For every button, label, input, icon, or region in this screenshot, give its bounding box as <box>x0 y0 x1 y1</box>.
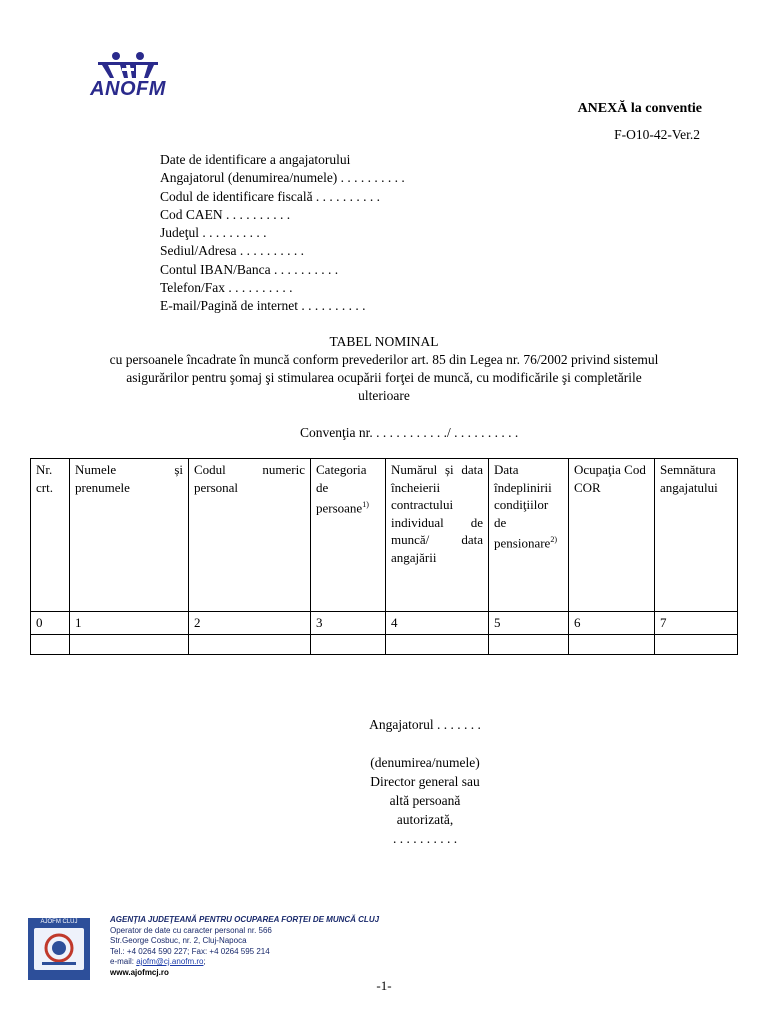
footer-website[interactable]: www.ajofmcj.ro <box>110 967 169 977</box>
header-signature: Semnătura angajatului <box>655 459 738 612</box>
col-number: 3 <box>311 612 386 635</box>
id-line-email: E-mail/Pagină de internet . . . . . . . . . . <box>160 298 366 314</box>
table-subtitle-line2: asigurărilor pentru şomaj şi stimularea ocupării forţei de muncă, cu modificările şi completările <box>126 370 642 385</box>
form-code: F-O10-42-Ver.2 <box>614 127 700 142</box>
col-number: 1 <box>70 612 189 635</box>
header-name: Numele și prenumele <box>70 459 189 612</box>
id-line-phone: Telefon/Fax . . . . . . . . . . <box>160 280 293 296</box>
signature-block <box>340 715 510 848</box>
footer-address: Str.George Cosbuc, nr. 2, Cluj-Napoca <box>110 936 247 945</box>
logo-text: ANOFM <box>90 78 166 100</box>
signature-employer: Angajatorul . . . . . . . <box>369 717 481 732</box>
col-number: 4 <box>386 612 489 635</box>
table-number-row <box>31 612 738 635</box>
footer-contact <box>110 915 379 978</box>
annex-title: ANEXĂ la conventie <box>577 101 702 116</box>
id-line-county: Judeţul . . . . . . . . . . <box>160 225 267 241</box>
identification-heading: Date de identificare a angajatorului <box>160 152 351 167</box>
convention-number: Convenţia nr. . . . . . . . . . . ./ . . . . . . . . . . <box>300 425 519 440</box>
footer-agency: AGENŢIA JUDEŢEANĂ PENTRU OCUPAREA FORŢEI DE MUNCĂ CLUJ <box>110 915 380 924</box>
email-link[interactable]: ajofm@cj.anofm.ro <box>136 957 204 966</box>
identification-block <box>160 151 405 316</box>
signature-other: altă persoană <box>389 793 461 808</box>
table-subtitle-line3: ulterioare <box>358 388 410 403</box>
table-cell[interactable] <box>70 634 189 654</box>
emblem-icon <box>34 928 84 970</box>
footer-phone: Tel.: +4 0264 590 227; Fax: +4 0264 595 214 <box>110 946 270 956</box>
table-cell[interactable] <box>569 634 655 654</box>
table-cell[interactable] <box>189 634 311 654</box>
table-header-row <box>31 459 738 612</box>
header-cnp: Codul numeric personal <box>189 459 311 612</box>
id-line-fiscal-code: Codul de identificare fiscală . . . . . . . . . . <box>160 188 381 204</box>
signature-name: (denumirea/numele) <box>370 755 480 770</box>
table-cell[interactable] <box>489 634 569 654</box>
header-retirement: Data îndeplinirii condiţiilor de pensionare$^{2)}$ <box>489 459 569 612</box>
table-cell[interactable] <box>311 634 386 654</box>
signature-authorized: autorizată, <box>396 812 454 827</box>
id-line-iban: Contul IBAN/Banca . . . . . . . . . . <box>160 261 339 277</box>
nominal-table <box>30 458 738 655</box>
table-title: TABEL NOMINAL <box>329 334 439 349</box>
page-number: -1- <box>376 978 392 993</box>
table-cell[interactable] <box>655 634 738 654</box>
header-occupation: Ocupaţia Cod COR <box>569 459 655 612</box>
table-empty-row <box>31 634 738 654</box>
ajofm-cluj-logo: AJOFM CLUJ <box>28 918 90 980</box>
id-line-address: Sediul/Adresa . . . . . . . . . . <box>160 243 304 259</box>
col-number: 6 <box>569 612 655 635</box>
header-nr-crt: Nr. crt. <box>31 459 70 612</box>
signature-director: Director general sau <box>370 774 480 789</box>
anofm-logo <box>80 50 176 100</box>
table-cell[interactable] <box>386 634 489 654</box>
col-number: 2 <box>189 612 311 635</box>
id-line-caen: Cod CAEN . . . . . . . . . . <box>160 206 291 222</box>
table-subtitle-line1: cu persoanele încadrate în muncă conform prevederilor art. 85 din Legea nr. 76/2002 privind sistemul <box>109 352 659 367</box>
table-cell[interactable] <box>31 634 70 654</box>
people-icon <box>80 50 176 80</box>
header-category: Categoria de persoane$^{1)}$ <box>311 459 386 612</box>
col-number: 0 <box>31 612 70 635</box>
col-number: 7 <box>655 612 738 635</box>
signature-dots: . . . . . . . . . . <box>392 831 458 846</box>
col-number: 5 <box>489 612 569 635</box>
footer-email-line: e-mail: ajofm@cj.anofm.ro; <box>110 957 206 966</box>
id-line-employer: Angajatorul (denumirea/numele) . . . . . . . . . . <box>160 170 405 186</box>
footer-operator: Operator de date cu caracter personal nr. 566 <box>110 925 272 935</box>
header-contract: Numărul și data încheierii contractului individual de muncă/ data angajării <box>386 459 489 612</box>
